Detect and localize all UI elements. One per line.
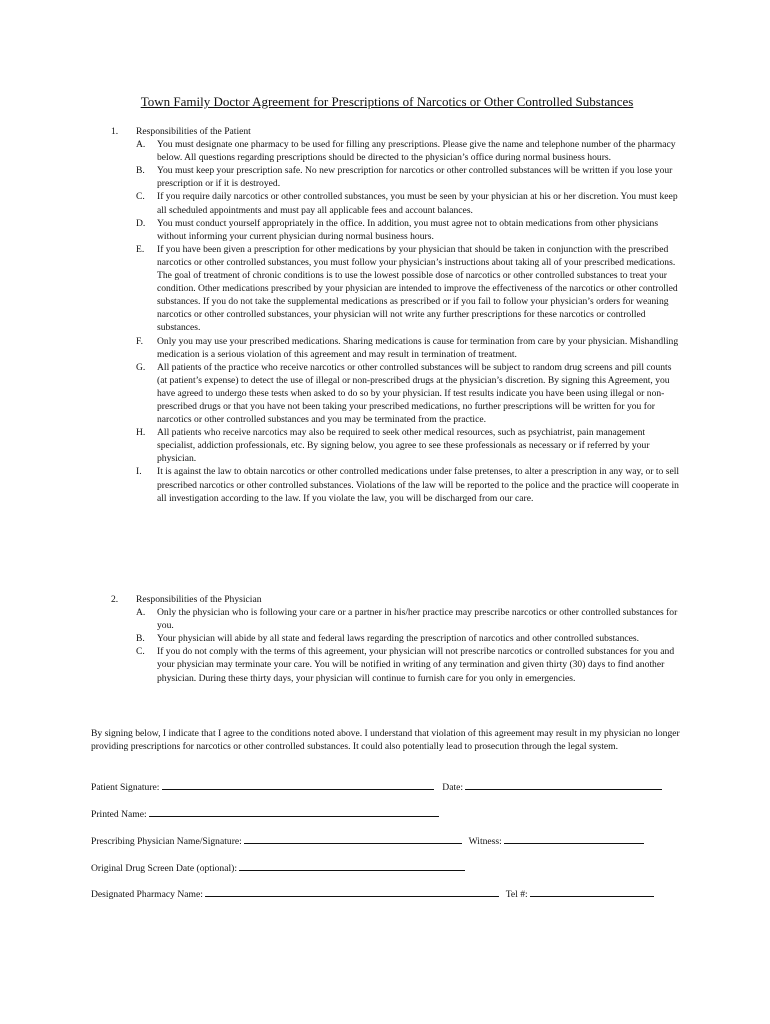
physician-signature-field[interactable] — [244, 834, 462, 844]
tel-label: Tel #: — [505, 889, 528, 900]
item-letter: D. — [136, 217, 146, 229]
list-item — [111, 164, 681, 190]
agreement-statement: By signing below, I indicate that I agree to the conditions noted above. I understand that violation of this agreement may result in my physician no longer providing prescriptions for narcotics or other controlled substances. It could also potentially lead to prosecution through the legal system. — [91, 728, 680, 753]
list-item — [111, 632, 681, 645]
section-number: 2. — [111, 594, 119, 605]
item-text: If you have been given a prescription for other medications by your physician that should be taken in conjunction with the prescribed narcotics or other controlled substances, you must follow your physician’s instructions about taking all of your prescribed medications. The goal of treatment of chronic conditions is to use the lowest possible dose of narcotics or other controlled substances to treat your condition. Other medications prescribed by your physician are intended to improve the effectiveness of the narcotics or other controlled substances. If you do not take the supplemental medications as prescribed or if you fail to follow your physician’s orders for weaning narcotics or other controlled substances, your physician will not write any further prescriptions for these narcotics or controlled substances. — [157, 243, 678, 334]
drug-screen-date-field[interactable] — [239, 861, 465, 871]
item-letter: I. — [136, 466, 142, 478]
list-item — [111, 335, 681, 361]
item-text: All patients who receive narcotics may also be required to seek other medical resources, such as psychiatrist, pain management specialist, addiction professionals, etc. By signing below, you agree to see these professionals as necessary or if referred by your physician. — [157, 427, 650, 465]
patient-signature-row — [91, 780, 662, 793]
item-letter: C. — [136, 191, 145, 203]
section-title: Responsibilities of the Patient — [136, 126, 251, 137]
list-item — [111, 138, 681, 164]
item-text: If you do not comply with the terms of this agreement, your physician will not prescribe narcotics or controlled substances for you and your physician may terminate your care. You will be notified in writing of any termination and given thirty (30) days to find another physician. During these thirty days, your physician will continue to furnish care for you only in emergencies. — [157, 646, 675, 684]
item-text: Your physician will abide by all state and federal laws regarding the prescription of narcotics and other controlled substances. — [157, 633, 640, 645]
pharmacy-name-label: Designated Pharmacy Name: — [91, 889, 203, 900]
printed-name-label: Printed Name: — [91, 809, 147, 820]
item-letter: E. — [136, 243, 145, 255]
item-letter: A. — [136, 139, 146, 151]
list-item — [111, 361, 681, 426]
date-field[interactable] — [465, 780, 662, 790]
item-letter: B. — [136, 165, 145, 177]
physician-signature-row — [91, 834, 644, 847]
list-item — [111, 190, 681, 216]
list-item — [111, 465, 681, 504]
printed-name-field[interactable] — [149, 807, 439, 817]
item-text: All patients of the practice who receive narcotics or other controlled substances will be subject to random drug screens and pill counts (at patient’s expense) to detect the use of illegal or non-prescribed drugs at the physician’s discretion. By signing this Agreement, you have agreed to undergo these tests when asked to do so by your physician. If test results indicate you have been using illegal or non-prescribed drugs or that you have not been taking your prescribed medications, no further prescriptions will be written for you for narcotics or other controlled substances and you may be terminated from the practice. — [157, 361, 672, 426]
item-text: Only you may use your prescribed medications. Sharing medications is cause for termination from care by your physician. Mishandling medication is a serious violation of this agreement and may result in termination of treatment. — [157, 335, 679, 360]
date-label: Date: — [442, 782, 464, 793]
pharmacy-row — [91, 887, 654, 900]
item-letter: G. — [136, 361, 146, 373]
item-text: You must conduct yourself appropriately in the office. In addition, you must agree not to obtain medications from other physicians without informing your current physician during normal business hours. — [157, 217, 659, 242]
patient-signature-field[interactable] — [162, 780, 434, 790]
section-heading — [111, 125, 681, 138]
item-text: It is against the law to obtain narcotics or other controlled medications under false pretenses, to alter a prescription in any way, or to sell prescribed narcotics or other controlled substances. Violations of the law will be reported to the police and the practice will cooperate in all investigation according to the law. If you violate the law, you will be discharged from our care. — [157, 466, 680, 504]
item-text: Only the physician who is following your care or a partner in his/her practice may prescribe narcotics or other controlled substances for you. — [157, 607, 678, 632]
list-item — [111, 217, 681, 243]
item-text: You must designate one pharmacy to be used for filling any prescriptions. Please give the name and telephone number of the pharmacy below. All questions regarding prescriptions should be directed to the physician’s office during normal business hours. — [157, 139, 676, 164]
item-text: If you require daily narcotics or other controlled substances, you must be seen by your physician at his or her discretion. You must keep all scheduled appointments and must pay all applicable fees and account balances. — [157, 191, 678, 216]
physician-signature-label: Prescribing Physician Name/Signature: — [91, 836, 242, 847]
tel-field[interactable] — [530, 887, 654, 897]
list-item — [111, 606, 681, 632]
witness-field[interactable] — [504, 834, 644, 844]
item-letter: C. — [136, 646, 145, 658]
drug-screen-row — [91, 861, 465, 874]
list-item — [111, 243, 681, 335]
pharmacy-name-field[interactable] — [205, 887, 499, 897]
item-text: You must keep your prescription safe. No new prescription for narcotics or other controlled substances will be written if you lose your prescription or if it is destroyed. — [157, 165, 673, 190]
item-letter: H. — [136, 427, 146, 439]
list-item — [111, 645, 681, 684]
document-title: Town Family Doctor Agreement for Prescriptions of Narcotics or Other Controlled Substances — [140, 94, 634, 109]
printed-name-row — [91, 807, 439, 820]
drug-screen-date-label: Original Drug Screen Date (optional): — [91, 863, 237, 874]
section-number: 1. — [111, 126, 119, 137]
section-heading — [111, 593, 681, 606]
section-patient-responsibilities — [111, 125, 681, 505]
item-letter: F. — [136, 335, 143, 347]
item-letter: A. — [136, 607, 146, 619]
patient-signature-label: Patient Signature: — [91, 782, 160, 793]
list-item — [111, 426, 681, 465]
section-title: Responsibilities of the Physician — [136, 594, 262, 605]
item-letter: B. — [136, 633, 145, 645]
witness-label: Witness: — [468, 836, 502, 847]
section-physician-responsibilities — [111, 593, 681, 685]
